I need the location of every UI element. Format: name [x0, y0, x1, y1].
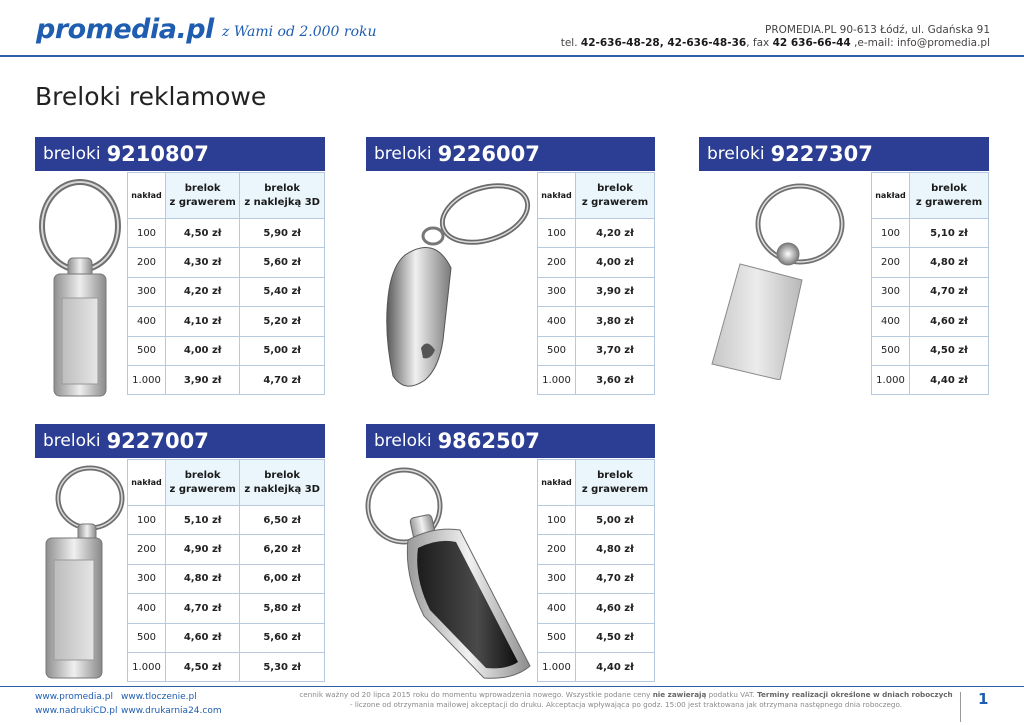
quantity-cell: 400: [128, 307, 166, 336]
quantity-cell: 400: [128, 594, 166, 623]
page-number: 1: [978, 690, 989, 708]
table-row: [538, 594, 655, 623]
note-bold: Terminy realizacji określone w dniach roboczych: [757, 690, 953, 699]
price-cell: 4,50 zł: [930, 345, 968, 357]
price-cell: 6,50 zł: [263, 514, 302, 526]
table-row: [128, 564, 325, 593]
price-cell: 5,90 zł: [263, 227, 302, 239]
table-row: [538, 336, 655, 365]
table-row: [128, 307, 325, 336]
column-header-engraved: brelok z grawerem: [166, 173, 240, 219]
price-cell: 4,10 zł: [183, 315, 222, 327]
note-text: cennik ważny od 20 lipca 2015 roku do momentu wprowadzenia nowego. Wszystkie podane ceny: [299, 690, 653, 699]
footer-divider: [0, 686, 1024, 687]
section-label: breloki: [374, 431, 432, 451]
quantity-cell: 300: [872, 277, 910, 306]
table-row: [128, 652, 325, 681]
price-table-9862507: [537, 459, 655, 682]
price-cell: 4,70 zł: [183, 602, 222, 614]
table-row: [128, 623, 325, 652]
quantity-cell: 300: [538, 564, 576, 593]
price-cell: 4,70 zł: [263, 374, 302, 386]
section-label: breloki: [43, 431, 101, 451]
table-row: [872, 248, 989, 277]
column-header-quantity: nakład: [538, 460, 576, 506]
page-title: Breloki reklamowe: [35, 82, 267, 111]
table-row: [538, 219, 655, 248]
price-cell: 3,90 zł: [596, 286, 634, 298]
table-row: [538, 535, 655, 564]
price-table-9226007: [537, 172, 655, 395]
product-code: 9227007: [106, 429, 209, 453]
tel-numbers: 42-636-48-28, 42-636-48-36: [580, 37, 747, 49]
keychain-image-9227007: [34, 462, 126, 682]
table-row: [128, 594, 325, 623]
price-cell: 6,00 zł: [263, 573, 302, 585]
price-cell: 5,80 zł: [263, 602, 302, 614]
footer-separator: [960, 692, 961, 722]
price-cell: 4,80 zł: [930, 257, 968, 269]
table-row: [538, 623, 655, 652]
price-cell: 5,60 zł: [263, 632, 302, 644]
quantity-cell: 200: [538, 248, 576, 277]
quantity-cell: 1.000: [128, 652, 166, 681]
quantity-cell: 500: [128, 336, 166, 365]
product-code: 9862507: [437, 429, 540, 453]
price-cell: 4,50 zł: [596, 632, 634, 644]
quantity-cell: 200: [872, 248, 910, 277]
quantity-cell: 300: [128, 277, 166, 306]
table-row: [128, 535, 325, 564]
section-header-9210807: [35, 137, 325, 171]
price-cell: 3,80 zł: [596, 315, 634, 327]
price-cell: 4,80 zł: [183, 573, 222, 585]
quantity-cell: 500: [128, 623, 166, 652]
table-row: [538, 277, 655, 306]
table-row: [128, 248, 325, 277]
quantity-cell: 1.000: [872, 365, 910, 394]
quantity-cell: 100: [538, 219, 576, 248]
product-code: 9227307: [770, 142, 873, 166]
column-header-engraved: brelok z grawerem: [166, 460, 240, 506]
table-row: [128, 219, 325, 248]
table-row: [538, 248, 655, 277]
quantity-cell: 500: [538, 623, 576, 652]
keychain-image-9227307: [708, 180, 858, 380]
fax-number: 42 636-66-44: [772, 37, 851, 49]
column-header-quantity: nakład: [538, 173, 576, 219]
column-header-engraved: brelok z grawerem: [576, 173, 655, 219]
table-row: [128, 277, 325, 306]
price-cell: 4,70 zł: [596, 573, 634, 585]
quantity-cell: 400: [872, 307, 910, 336]
price-cell: 3,90 zł: [183, 374, 222, 386]
price-table-9227307: [871, 172, 989, 395]
section-label: breloki: [707, 144, 765, 164]
section-header-9862507: [366, 424, 655, 458]
tagline: z Wami od 2.000 roku: [222, 24, 377, 40]
price-cell: 5,10 zł: [930, 227, 968, 239]
company-contact: [561, 37, 990, 50]
price-cell: 5,00 zł: [263, 345, 302, 357]
price-cell: 5,40 zł: [263, 286, 302, 298]
quantity-cell: 100: [128, 506, 166, 535]
quantity-cell: 200: [128, 535, 166, 564]
section-label: breloki: [374, 144, 432, 164]
price-cell: 6,20 zł: [263, 544, 302, 556]
column-header-3d-sticker: brelok z naklejką 3D: [240, 173, 325, 219]
table-row: [872, 219, 989, 248]
price-table-9227007: [127, 459, 325, 682]
quantity-cell: 200: [538, 535, 576, 564]
quantity-cell: 300: [128, 564, 166, 593]
footer-link-drukarnia24[interactable]: www.drukarnia24.com: [121, 706, 222, 716]
price-cell: 3,70 zł: [596, 345, 634, 357]
table-row: [128, 365, 325, 394]
price-cell: 4,60 zł: [183, 632, 222, 644]
keychain-image-9862507: [364, 466, 534, 682]
company-info: [561, 24, 990, 50]
column-header-engraved: brelok z grawerem: [910, 173, 989, 219]
footer-note: [298, 690, 954, 709]
table-row: [872, 365, 989, 394]
section-header-9227307: [699, 137, 989, 171]
note-bold: nie zawierają: [652, 690, 707, 699]
price-cell: 4,80 zł: [596, 544, 634, 556]
price-cell: 4,20 zł: [183, 286, 222, 298]
quantity-cell: 1.000: [538, 365, 576, 394]
quantity-cell: 1.000: [128, 365, 166, 394]
company-address: PROMEDIA.PL 90-613 Łódź, ul. Gdańska 91: [765, 24, 990, 36]
quantity-cell: 400: [538, 594, 576, 623]
price-cell: 4,20 zł: [596, 227, 634, 239]
table-row: [538, 307, 655, 336]
table-row: [538, 506, 655, 535]
price-table-9210807: [127, 172, 325, 395]
page-header: [0, 0, 1024, 56]
table-row: [872, 277, 989, 306]
price-cell: 4,00 zł: [596, 257, 634, 269]
table-row: [538, 652, 655, 681]
footer-link-nadrukicd[interactable]: www.nadrukiCD.pl: [35, 706, 118, 716]
table-row: [128, 506, 325, 535]
quantity-cell: 300: [538, 277, 576, 306]
price-cell: 4,50 zł: [183, 661, 222, 673]
product-code: 9226007: [437, 142, 540, 166]
table-row: [872, 336, 989, 365]
price-cell: 3,60 zł: [596, 374, 634, 386]
footer-link-tloczenie[interactable]: www.tloczenie.pl: [121, 692, 197, 702]
fax-prefix: , fax: [746, 37, 773, 49]
price-cell: 4,70 zł: [930, 286, 968, 298]
table-row: [538, 564, 655, 593]
section-header-9226007: [366, 137, 655, 171]
column-header-quantity: nakład: [872, 173, 910, 219]
note-text: podatku VAT.: [706, 690, 758, 699]
price-cell: 4,60 zł: [596, 602, 634, 614]
column-header-3d-sticker: brelok z naklejką 3D: [240, 460, 325, 506]
price-cell: 4,50 zł: [183, 227, 222, 239]
note-text: - liczone od otrzymania mailowej akceptacji do druku. Akceptacja wpływająca po godz. 15:00 jest traktowana jak otrzymana następnego dnia roboczego.: [349, 699, 903, 709]
quantity-cell: 100: [872, 219, 910, 248]
column-header-quantity: nakład: [128, 460, 166, 506]
price-cell: 4,40 zł: [930, 374, 968, 386]
tel-prefix: tel.: [560, 37, 581, 49]
quantity-cell: 500: [872, 336, 910, 365]
quantity-cell: 500: [538, 336, 576, 365]
quantity-cell: 400: [538, 307, 576, 336]
price-cell: 4,00 zł: [183, 345, 222, 357]
price-cell: 5,00 zł: [596, 514, 634, 526]
quantity-cell: 200: [128, 248, 166, 277]
quantity-cell: 100: [128, 219, 166, 248]
section-label: breloki: [43, 144, 101, 164]
price-cell: 4,40 zł: [596, 661, 634, 673]
section-header-9227007: [35, 424, 325, 458]
quantity-cell: 1.000: [538, 652, 576, 681]
table-row: [872, 307, 989, 336]
table-row: [128, 336, 325, 365]
price-cell: 5,60 zł: [263, 257, 302, 269]
footer-link-promedia[interactable]: www.promedia.pl: [35, 692, 113, 702]
keychain-image-9226007: [365, 180, 535, 400]
price-cell: 4,30 zł: [183, 257, 222, 269]
price-cell: 4,90 zł: [183, 544, 222, 556]
table-row: [538, 365, 655, 394]
header-divider: [0, 55, 1024, 57]
price-cell: 4,60 zł: [930, 315, 968, 327]
price-cell: 5,20 zł: [263, 315, 302, 327]
logo[interactable]: promedia.pl: [36, 14, 214, 45]
price-cell: 5,30 zł: [263, 661, 302, 673]
column-header-engraved: brelok z grawerem: [576, 460, 655, 506]
product-code: 9210807: [106, 142, 209, 166]
price-cell: 5,10 zł: [183, 514, 222, 526]
keychain-image-9210807: [34, 178, 126, 400]
email[interactable]: ,e-mail: info@promedia.pl: [850, 37, 990, 49]
quantity-cell: 100: [538, 506, 576, 535]
column-header-quantity: nakład: [128, 173, 166, 219]
